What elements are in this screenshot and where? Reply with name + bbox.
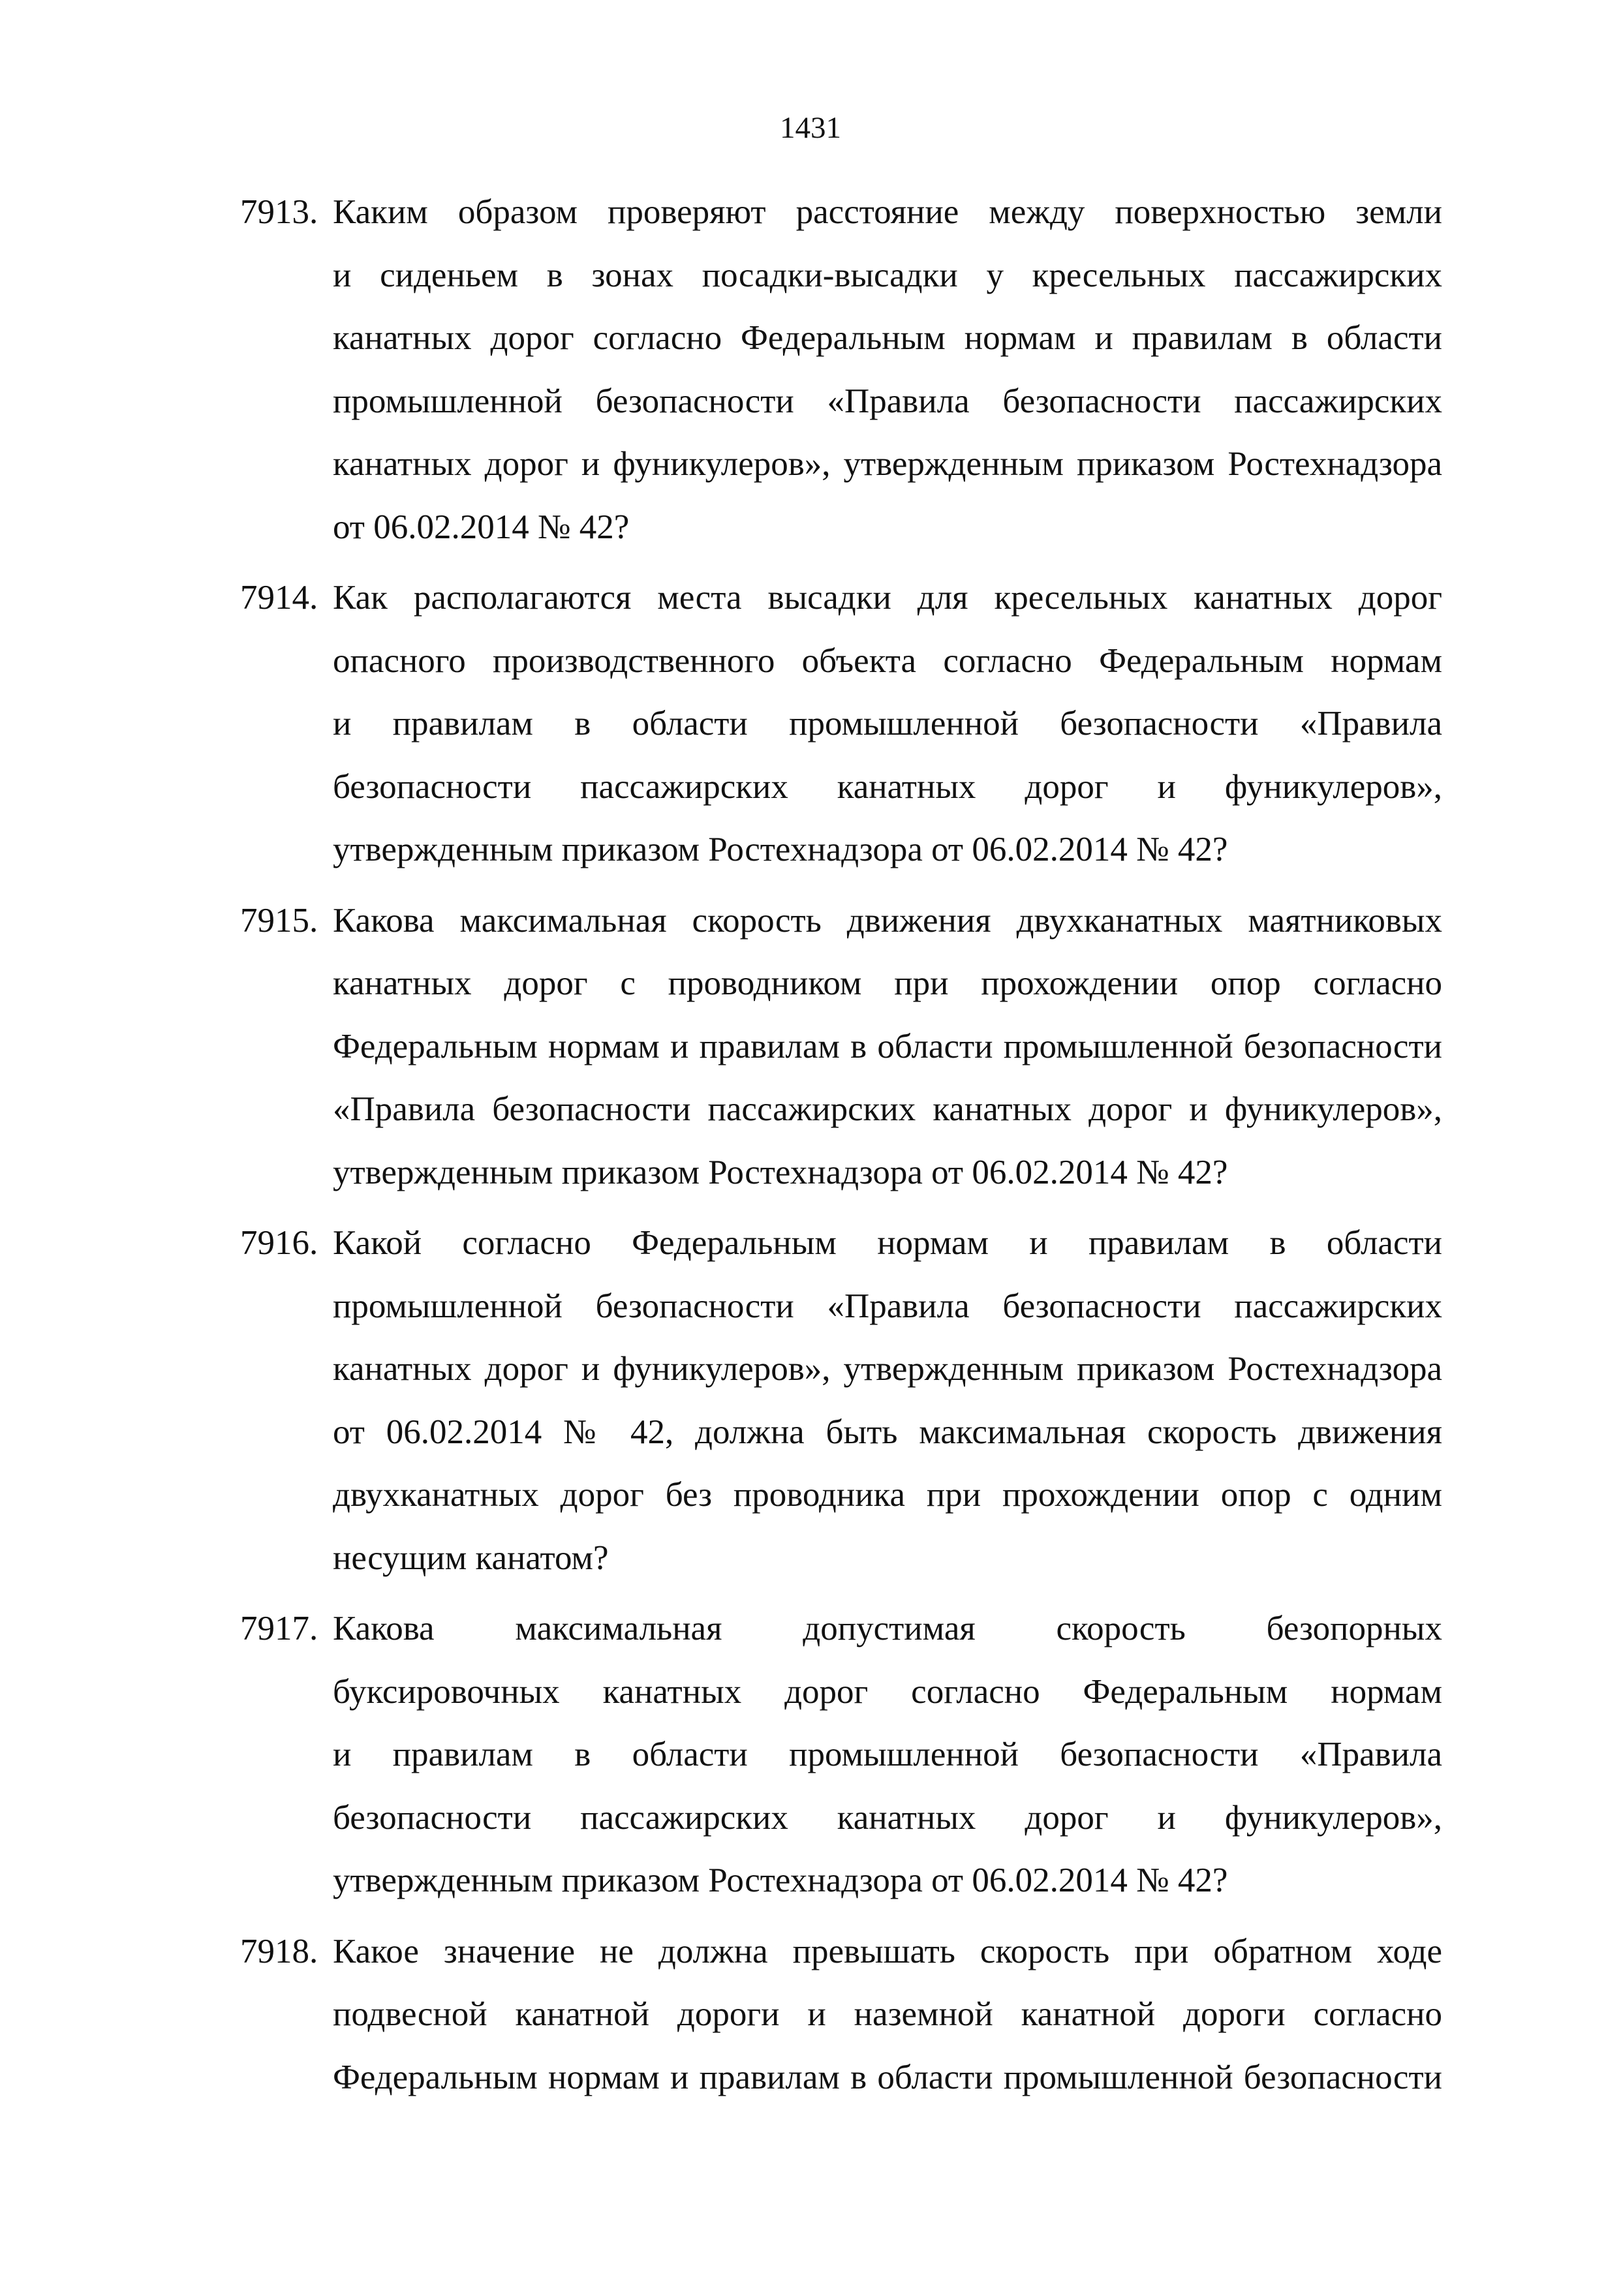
question-text-line: промышленной безопасности «Правила безопасности пассажирских [333, 1287, 1442, 1325]
question-text-line: канатных дорог и фуникулеров», утвержденным приказом Ростехнадзора [333, 445, 1442, 483]
question-text-line: подвесной канатной дороги и наземной канатной дороги согласно [333, 1995, 1442, 2033]
question-text-line: от 06.02.2014 № 42? [333, 508, 630, 546]
question-text [333, 181, 1442, 559]
question-text-line: Федеральным нормам и правилам в области промышленной безопасности [333, 2058, 1442, 2096]
question-text-line: Какое значение не должна превышать скорость при обратном ходе [333, 1932, 1442, 1970]
question-item [240, 566, 1442, 881]
question-text-line: от 06.02.2014 № 42, должна быть максимальная скорость движения [333, 1413, 1442, 1451]
question-text-line: утвержденным приказом Ростехнадзора от 06.02.2014 № 42? [333, 831, 1228, 868]
question-text-line: утвержденным приказом Ростехнадзора от 06.02.2014 № 42? [333, 1861, 1228, 1899]
question-item [240, 1920, 1442, 2109]
question-text-line: опасного производственного объекта согласно Федеральным нормам [333, 641, 1442, 680]
question-number: 7913. [240, 193, 318, 231]
question-number: 7916. [240, 1224, 318, 1262]
question-text-line: Какой согласно Федеральным нормам и правилам в области [333, 1224, 1442, 1262]
question-text-line: канатных дорог с проводником при прохождении опор согласно [333, 964, 1442, 1002]
question-text-line: канатных дорог и фуникулеров», утвержденным приказом Ростехнадзора [333, 1350, 1442, 1388]
question-text-line: промышленной безопасности «Правила безопасности пассажирских [333, 382, 1442, 420]
question-number: 7915. [240, 901, 318, 940]
question-item [240, 181, 1442, 559]
question-text-line: двухканатных дорог без проводника при прохождении опор с одним [333, 1476, 1442, 1514]
question-number: 7914. [240, 579, 318, 617]
question-text-line: утвержденным приказом Ростехнадзора от 06.02.2014 № 42? [333, 1153, 1228, 1191]
question-text-line: безопасности пассажирских канатных дорог и фуникулеров», [333, 1798, 1442, 1837]
question-item [240, 1597, 1442, 1912]
question-text-line: «Правила безопасности пассажирских канатных дорог и фуникулеров», [333, 1090, 1442, 1128]
question-item [240, 889, 1442, 1204]
question-text [333, 1212, 1442, 1589]
question-text [333, 1920, 1442, 2109]
question-number: 7918. [240, 1932, 318, 1970]
question-number: 7917. [240, 1610, 318, 1647]
question-text-line: буксировочных канатных дорог согласно Федеральным нормам [333, 1672, 1442, 1711]
question-text-line: безопасности пассажирских канатных дорог и фуникулеров», [333, 767, 1442, 806]
questions-list [240, 181, 1442, 2117]
question-text-line: и сиденьем в зонах посадки-высадки у кресельных пассажирских [333, 256, 1442, 294]
page-number: 1431 [780, 111, 841, 145]
question-text-line: канатных дорог согласно Федеральным нормам и правилам в области [333, 319, 1442, 357]
question-text-line: Какова максимальная скорость движения двухканатных маятниковых [333, 901, 1442, 940]
question-text-line: Какова максимальная допустимая скорость безопорных [333, 1610, 1442, 1647]
question-text-line: и правилам в области промышленной безопасности «Правила [333, 1736, 1442, 1773]
question-item [240, 1212, 1442, 1589]
question-text [333, 889, 1442, 1204]
question-text-line: и правилам в области промышленной безопасности «Правила [333, 705, 1442, 742]
question-text-line: несущим канатом? [333, 1538, 609, 1577]
question-text [333, 1597, 1442, 1912]
question-text-line: Как располагаются места высадки для кресельных канатных дорог [333, 579, 1442, 617]
question-text [333, 566, 1442, 881]
question-text-line: Федеральным нормам и правилам в области промышленной безопасности [333, 1027, 1442, 1065]
question-text-line: Каким образом проверяют расстояние между поверхностью земли [333, 193, 1442, 231]
